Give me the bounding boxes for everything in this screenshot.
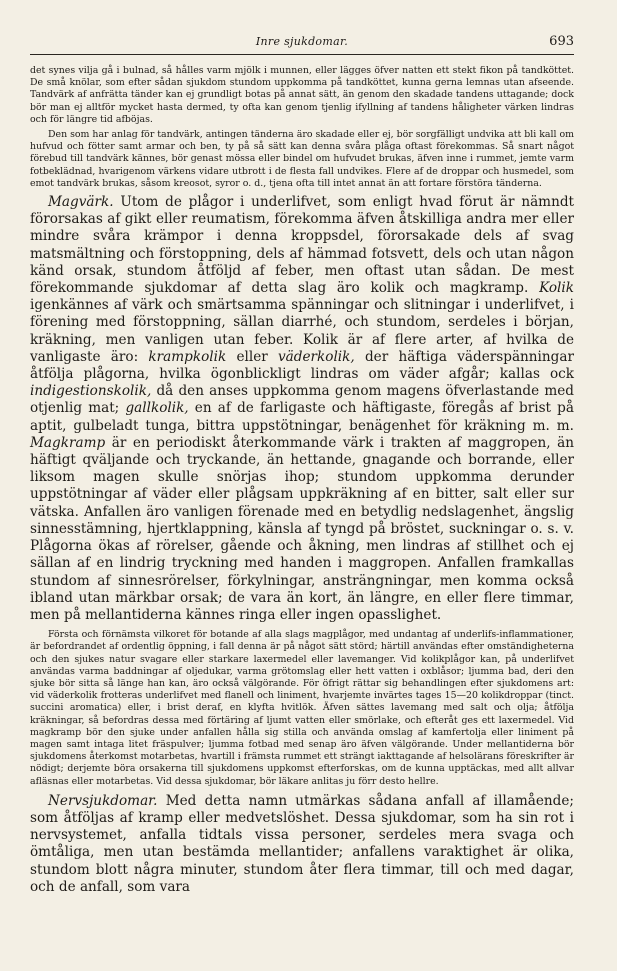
paragraph-tandvark-continued: det synes vilja gå i bulnad, så hålles varm mjölk i munnen, eller lägges öfver natten ett stekt fikon på tandköttet. De små knölar, som efter sådan sjukdom stundom uppkomma på tandköttet, kunna gerna lemnas utan afseende. Tandvärk af anfrätta tänder kan ej grundligt botas på annat sätt, än genom den skadade tandens uttagande; dock bör man ej alltför mycket hasta dermed, ty ofta kan genom tjenlig ifyllning af tandens håligheter värken lindras och för längre tid afböjas. — [30, 65, 574, 125]
term-vaderkolik: väderkolik, — [278, 348, 355, 365]
page-number: 693 — [549, 34, 574, 49]
magvark-text-a: Utom de plågor i underlifvet, som enligt hvad förut är nämndt förorsakas af gikt eller reumatism, förekomma äfven åtskilliga andra mer eller mindre svåra krämpor i denna kroppsdel, förorsakade dels af svag matsmältning och förstoppning, dels af hämmad fotsvett, dels och utan någon känd orsak, stundom åtföljd af feber, men oftast utan sådan. De mest förekommande sjukdomar af detta slag äro kolik och magkramp. — [30, 194, 574, 297]
paragraph-magvark — [30, 194, 574, 624]
term-krampkolik: krampkolik — [148, 348, 227, 365]
term-indigestionskolik: indigestionskolik, — [30, 383, 152, 400]
paragraph-nervsjukdomar — [30, 793, 574, 896]
heading-magvark: Magvärk. — [48, 194, 114, 211]
running-title: Inre sjukdomar. — [255, 35, 349, 48]
magvark-text-c: eller — [226, 348, 278, 365]
magvark-text-g: är en periodiskt återkommande värk i trakten af maggropen, än häftigt qväljande och tryckande, än hettande, gnagande och borrande, eller liksom magen skulle snörjas ihop; stundom uppkomma derunder uppstötningar af väder eller plågsam uppkräkning af en bitter, salt eller sur vätska. Anfallen äro vanligen förenade med en betydlig nedslagenhet, ängslig sinnesstämning, hjertklappning, känsla af tyngd på bröstet, suckningar o. s. v. Plågorna ökas af rörelser, gående och åkning, men lindras af stillhet och ej sällan af en lindrig tryckning med handen i maggropen. Anfallen framkallas stundom af sinnesrörelser, förkylningar, ansträngningar, men komma också ibland utan märkbar orsak; de vara än kort, än längre, en eller flere timmar, men på mellantiderna kännes ringa eller ingen opasslighet. — [30, 434, 574, 623]
magvark-text-b: igenkännes af värk och smärtsamma spänningar och slitningar i underlifvet, i förening med förstoppning, sällan diarrhé, och stundom, serdeles i början, kräkning, men vanligen utan feber. Kolik är af flere arter, af hvilka de vanligaste äro: — [30, 297, 574, 365]
nervsjukdomar-text: Med detta namn utmärkas sådana anfall af illamående; som åtföljas af kramp eller medvetslöshet. Dessa sjukdomar, som ha sin rot i nervsystemet, anfalla tidtals vissa personer, serdeles mera svaga och ömtåliga, men utan bestämda mellantider; anfallens varaktighet är olika, stundom blott några minuter, stundom åter flera timmar, till och med dagar, och de anfall, som vara — [30, 792, 574, 895]
magvark-text-f: en af de farligaste och häftigaste, föregås af brist på aptit, gulbeladt tunga, bittra uppstötningar, benägenhet för kräkning m. m. — [30, 400, 574, 434]
paragraph-tandvark-prevention: Den som har anlag för tandvärk, antingen tänderna äro skadade eller ej, bör sorgfälligt undvika att bli kall om hufvud och fötter samt armar och ben, ty på så sätt kan denna svåra plåga oftast förekommas. Så snart något förebud till tandvärk kännes, bör genast mössa eller bindel om hufvudet brukas, äfven inne i rummet, jemte varm fotbeklädnad, hvarigenom värkens vidare utbrott i de flesta fall undvikes. Flere af de droppar och husmedel, som emot tandvärk brukas, såsom kreosot, syror o. d., tjena ofta till intet annat än att fortare förstöra tänderna. — [30, 129, 574, 189]
heading-nervsjukdomar: Nervsjukdomar. — [48, 792, 158, 809]
term-kolik: Kolik — [539, 280, 574, 297]
magvark-text-d: der häftiga väderspänningar åtfölja plågorna, hvilka ögonblickligt lindras om väder afgår; kallas ock — [30, 348, 574, 383]
term-gallkolik: gallkolik, — [125, 400, 189, 417]
page-header — [30, 0, 574, 55]
magvark-text-e: då den anses uppkomma genom magens öfverlastande med otjenlig mat; — [30, 383, 574, 417]
term-magkramp: Magkramp — [30, 434, 106, 451]
treatment-block — [30, 629, 574, 788]
paragraph-treatment: Första och förnämsta vilkoret för botande af alla slags magplågor, med undantag af underlifs-inflammationer, är befordrandet af ordentlig öppning, i fall denna är på något sätt störd; härtill användas efter omständigheterna och den sjukes natur svagare eller starkare laxermedel eller lavemanger. Vid kolikplågor kan, på underlifvet användas varma baddningar af oljedukar, varma grötomslag eller hett vatten i oxblåsor; ljumma bad, deri den sjuke bör sitta så länge han kan, äro också välgörande. För öfrigt rättar sig behandlingen efter sjukdomens art: vid väderkolik frotteras underlifvet med flanell och liniment, hvarjemte invärtes tages 15—20 kolikdroppar (tinct. succini aromatica) eller, i brist deraf, en klyfta hvitlök. Äfven sättes lavemang med salt och olja; åtfölja kräkningar, så befordras dessa med förtäring af ljumt vatten eller smörlake, och efteråt ges ett laxermedel. Vid magkramp bör den sjuke under anfallen hålla sig stilla och använda omslag af kamfertolja eller liniment på magen samt intaga litet fräspulver; ljumma fotbad med senap äro äfven välgörande. Under mellantiderna bör sjukdomens återkomst motarbetas, hvartill i främsta rummet ett strängt iakttagande af helsolärans föreskrifter är nödigt; derjemte böra orsakerna till sjukdomens uppkomst efterforskas, om de kunna upptäckas, med allt allvar afläsnas eller motarbetas. Vid dessa sjukdomar, bör läkare anlitas ju förr desto hellre. — [30, 629, 574, 787]
